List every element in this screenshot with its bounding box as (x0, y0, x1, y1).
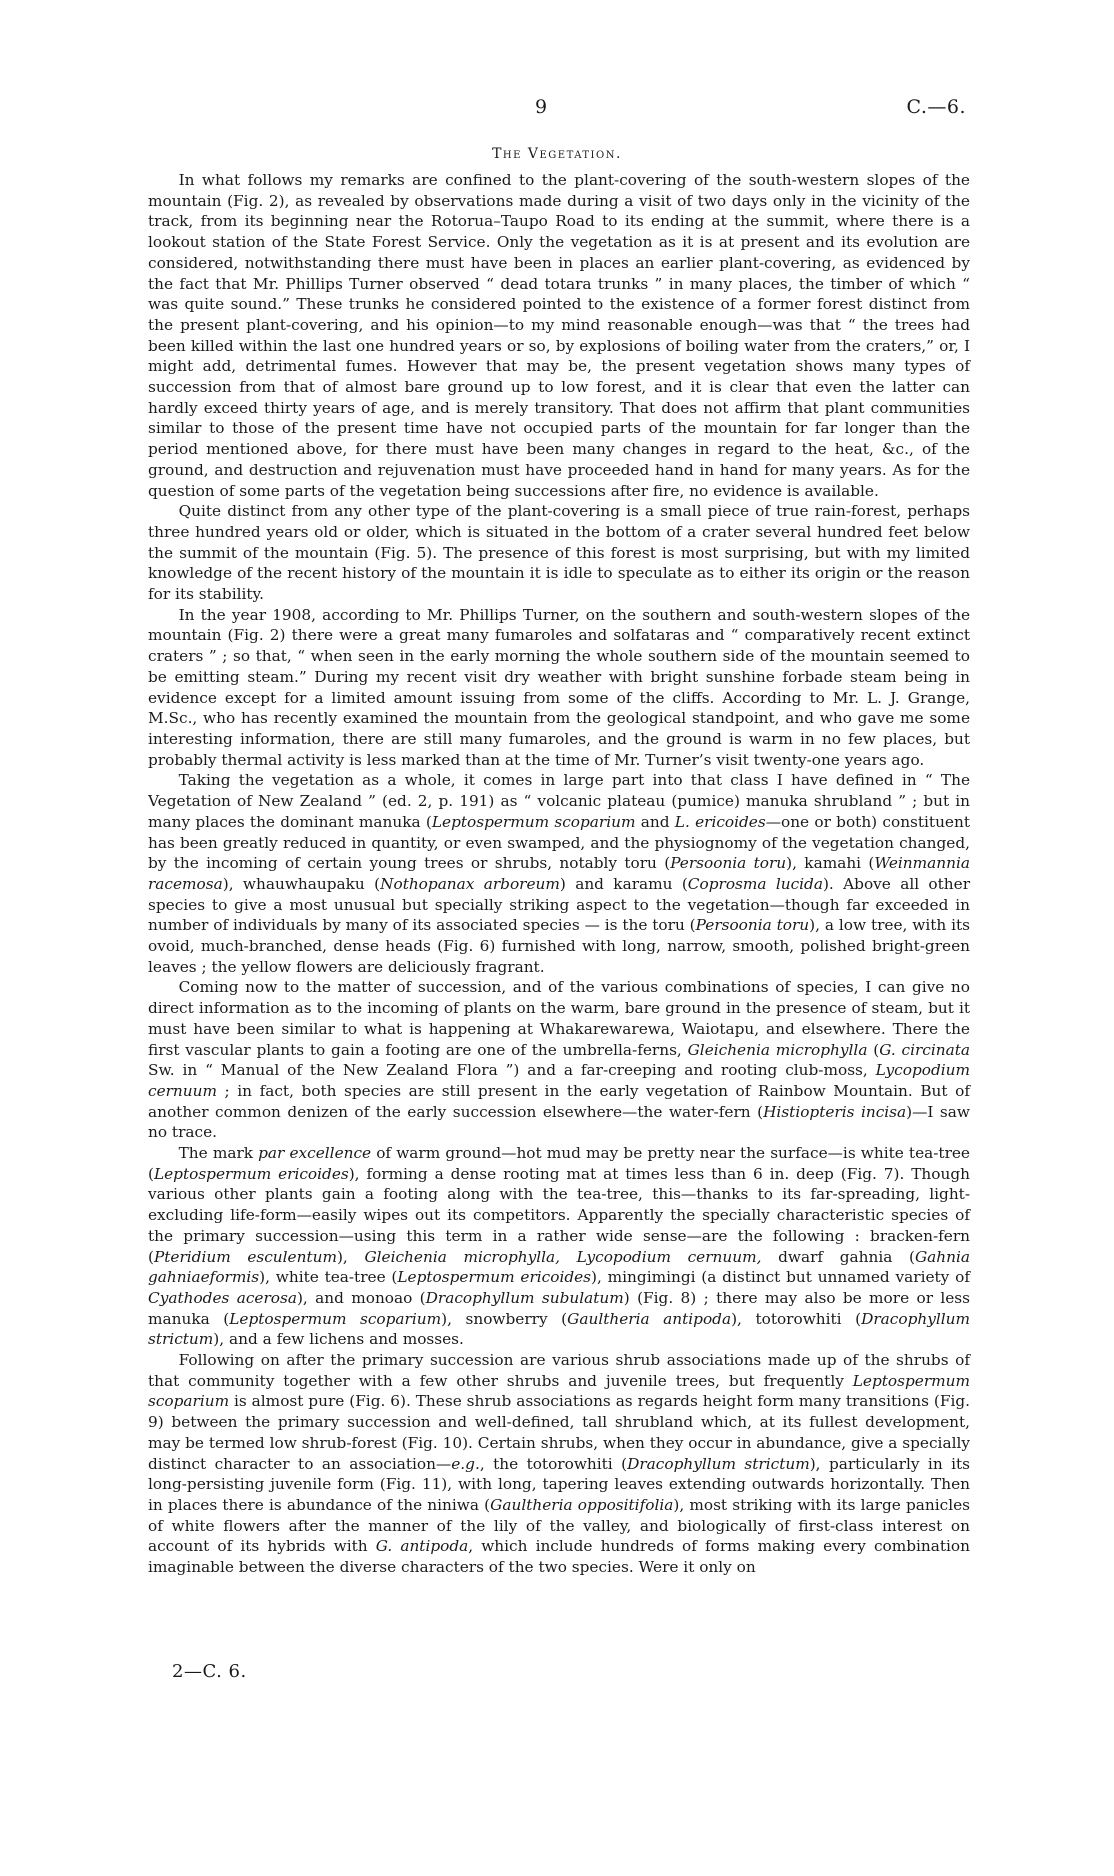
italic-run: Leptospermum ericoides (397, 1268, 592, 1287)
text-run: ), white tea-tree ( (259, 1268, 398, 1287)
text-run: ), a low tree, with its ovoid, much-branched, dense heads (Fig. 6) furnished with long, narrow, smooth, polished bright-green leaves ; the yellow flowers are deliciously fragrant. (148, 916, 971, 976)
document-reference: C.—6. (906, 96, 966, 118)
text-run: ), most striking with its large panicles of white flowers after the manner of the lily of the valley, and biologically of first-class interest on account of its hybrids with (148, 1496, 971, 1556)
page-header (0, 96, 1114, 120)
text-run: Sw. in “ Manual of the New Zealand Flora ”) and a far-creeping and rooting club-moss, (148, 1061, 876, 1080)
text-run: Quite distinct from any other type of the plant-covering is a small piece of true rain-forest, perhaps three hundred years old or older, which is situated in the bottom of a crater several hundred feet below the summit of the mountain (Fig. 5). The presence of this forest is most surprising, but with my limited knowledge of the recent history of the mountain it is idle to speculate as to either its origin or the reason for its stability. (148, 502, 970, 604)
italic-run: Persoonia toru (670, 854, 787, 873)
text-run: ) and karamu ( (559, 874, 688, 893)
text-run: , the totorowhiti ( (479, 1454, 628, 1473)
text-run: is almost pure (Fig. 6). These shrub associations as regards height form many transitions (Fig. 9) between the primary succession and well-defined, tall shrubland which, at its fullest development, may be termed low shrub-forest (Fig. 10). Certain shrubs, when they occur in abundance, give a specially distinct character to an association— (148, 1392, 970, 1473)
text-run: and (635, 812, 675, 831)
italic-run: Dracophyllum strictum (148, 1309, 970, 1349)
text-run: In what follows my remarks are confined to the plant-covering of the south-western slopes of the mountain (Fig. 2), as revealed by observations made during a visit of two days only in the vicinity of the track, from its beginning near the Rotorua–Taupo Road to its ending at the summit, where there is a lookout station of the State Forest Service. Only the vegetation as it is at present and its evolution are considered, notwithstanding there must have been in places an earlier plant-covering, as evidenced by the fact that Mr. Phillips Turner observed “ dead totara trunks ” in many places, the timber of which “ was quite sound.” These trunks he considered pointed to the existence of a former forest distinct from the present plant-covering, and his opinion—to my mind reasonable enough—was that “ the trees had been killed within the last one hundred years or so, by explosions of boiling water from the craters,” or, I might add, detrimental fumes. However that may be, the present vegetation shows many types of succession from that of almost bare ground up to low forest, and it is clear that even the latter can hardly exceed thirty years of age, and is merely transitory. That does not affirm that plant communities similar to those of the present time have not occupied parts of the mountain for far longer than the period mentioned above, for there must have been many changes in regard to the heat, &c., of the ground, and destruction and rejuvenation must have proceeded hand in hand for many years. As for the question of some parts of the vegetation being successions after fire, no evidence is available. (148, 171, 970, 500)
paragraph (148, 1143, 970, 1350)
text-run: ), mingimingi (a distinct but unnamed variety of (591, 1268, 970, 1287)
section-heading: The Vegetation. (492, 146, 622, 162)
italic-run: Gleichenia microphylla, Lycopodium cernuum, (364, 1247, 762, 1266)
text-run: ), kamahi ( (786, 854, 875, 873)
italic-run: Leptospermum scoparium (431, 812, 636, 831)
italic-run: Gleichenia microphylla (687, 1040, 868, 1059)
text-run: )—I saw no trace. (148, 1102, 970, 1142)
italic-run: Gaultheria oppositifolia (490, 1496, 674, 1514)
text-run: ), snowberry ( (441, 1309, 568, 1328)
italic-run: Coprosma lucida (687, 874, 823, 893)
text-run: ), whauwhaupaku ( (222, 874, 381, 893)
paragraph (148, 977, 970, 1143)
italic-run: Leptospermum scoparium (229, 1309, 442, 1328)
text-run: , which include hundreds of forms making every combination imaginable between the diverse characters of the two species. Were it only on (148, 1537, 970, 1577)
text-run: Coming now to the matter of succession, and of the various combinations of species, I can give no direct information as to the incoming of plants on the warm, bare ground in the presence of steam, but it must have been similar to what is happening at Whakarewarewa, Waiotapu, and elsewhere. There the first vascular plants to gain a footing are one of the umbrella-ferns, (148, 978, 970, 1059)
text-run: ), and monoao ( (296, 1288, 426, 1307)
text-run: ) (Fig. 8) ; there may also be more or less manuka ( (148, 1288, 970, 1328)
italic-run: Dracophyllum subulatum (425, 1288, 624, 1307)
italic-run: Dracophyllum strictum (627, 1454, 810, 1473)
italic-run: Gahnia gahniaeformis (148, 1247, 970, 1287)
text-run: dwarf gahnia ( (761, 1247, 915, 1266)
italic-run: Weinmannia racemosa (148, 854, 970, 893)
italic-run: Lycopodium cernuum (148, 1061, 970, 1100)
text-run: ), forming a dense rooting mat at times less than 6 in. deep (Fig. 7). Though various other plants gain a footing along with the tea-tree, this—thanks to its far-spreading, light-excluding life-form—easily wipes out its competitors. Apparently the specially characteristic species of the primary succession—using this term in a rather wide sense—are the following : bracken-fern ( (148, 1164, 970, 1266)
italic-run: Cyathodes acerosa (148, 1288, 297, 1307)
italic-run: Leptospermum ericoides (153, 1164, 349, 1183)
text-run: —one or both) constituent has been greatly reduced in quantity, or even swamped, and the physiognomy of the vegetation changed, by the incoming of certain young trees or shrubs, notably toru ( (148, 812, 970, 873)
paragraph (148, 770, 970, 977)
paragraph (148, 605, 970, 771)
body-text (148, 170, 970, 1578)
italic-run: Pteridium esculentum (153, 1247, 337, 1266)
text-run: ( (867, 1040, 880, 1059)
italic-run: par excellence (258, 1144, 372, 1163)
italic-run: Histiopteris incisa (763, 1102, 907, 1121)
italic-run: G. antipoda (375, 1537, 469, 1556)
text-run: of warm ground—hot mud may be pretty near the surface—is white tea-tree ( (148, 1144, 970, 1183)
paragraph (148, 501, 970, 605)
sheet-signature: 2—C. 6. (172, 1661, 247, 1682)
text-run: In the year 1908, according to Mr. Phillips Turner, on the southern and south-western slopes of the mountain (Fig. 2) there were a great many fumaroles and solfataras and “ comparatively recent extinct craters ” ; so that, “ when seen in the early morning the whole southern side of the mountain seemed to be emitting steam.” During my recent visit dry weather with bright sunshine forbade steam being in evidence except for a limited amount issuing from some of the cliffs. According to Mr. L. J. Grange, M.Sc., who has recently examined the mountain from the geological standpoint, and who gave me some interesting information, there are still many fumaroles, and the ground is warm in no few places, but probably thermal activity is less marked than at the time of Mr. Turner’s visit twenty-one years ago. (148, 605, 970, 769)
text-run: ), (336, 1247, 365, 1266)
text-run: ), particularly in its long-persisting juvenile form (Fig. 11), with long, tapering leaves extending outwards horizontally. Then in places there is abundance of the niniwa ( (148, 1454, 970, 1514)
italic-run: Persoonia toru (695, 916, 810, 935)
text-run: The mark (178, 1144, 259, 1163)
text-run: ), totorowhiti ( (731, 1309, 862, 1328)
italic-run: Nothopanax arboreum (380, 874, 560, 893)
italic-run: G. circinata (879, 1040, 970, 1059)
italic-run: e.g. (451, 1454, 480, 1473)
italic-run: Leptospermum scoparium (148, 1371, 970, 1411)
italic-run: Gaultheria antipoda (567, 1309, 732, 1328)
text-run: Taking the vegetation as a whole, it comes in large part into that class I have defined in “ The Vegetation of New Zealand ” (ed. 2, p. 191) as “ volcanic plateau (pumice) manuka shrubland ” ; but in many places the dominant manuka ( (148, 771, 970, 831)
text-run: Following on after the primary succession are various shrub associations made up of the shrubs of that community together with a few other shrubs and juvenile trees, but frequently (148, 1351, 970, 1390)
text-run: ). Above all other species to give a most unusual but specially striking aspect to the vegetation—though far exceeded in number of individuals by many of its associated species — is the toru ( (148, 874, 971, 935)
italic-run: L. ericoides (674, 812, 766, 831)
text-run: ; in fact, both species are still present in the early vegetation of Rainbow Mountain. But of another common denizen of the early succession elsewhere—the water-fern ( (148, 1081, 970, 1121)
text-run: ), and a few lichens and mosses. (213, 1330, 464, 1349)
page-number: 9 (535, 96, 548, 118)
paragraph (148, 1350, 970, 1578)
paragraph (148, 170, 970, 501)
